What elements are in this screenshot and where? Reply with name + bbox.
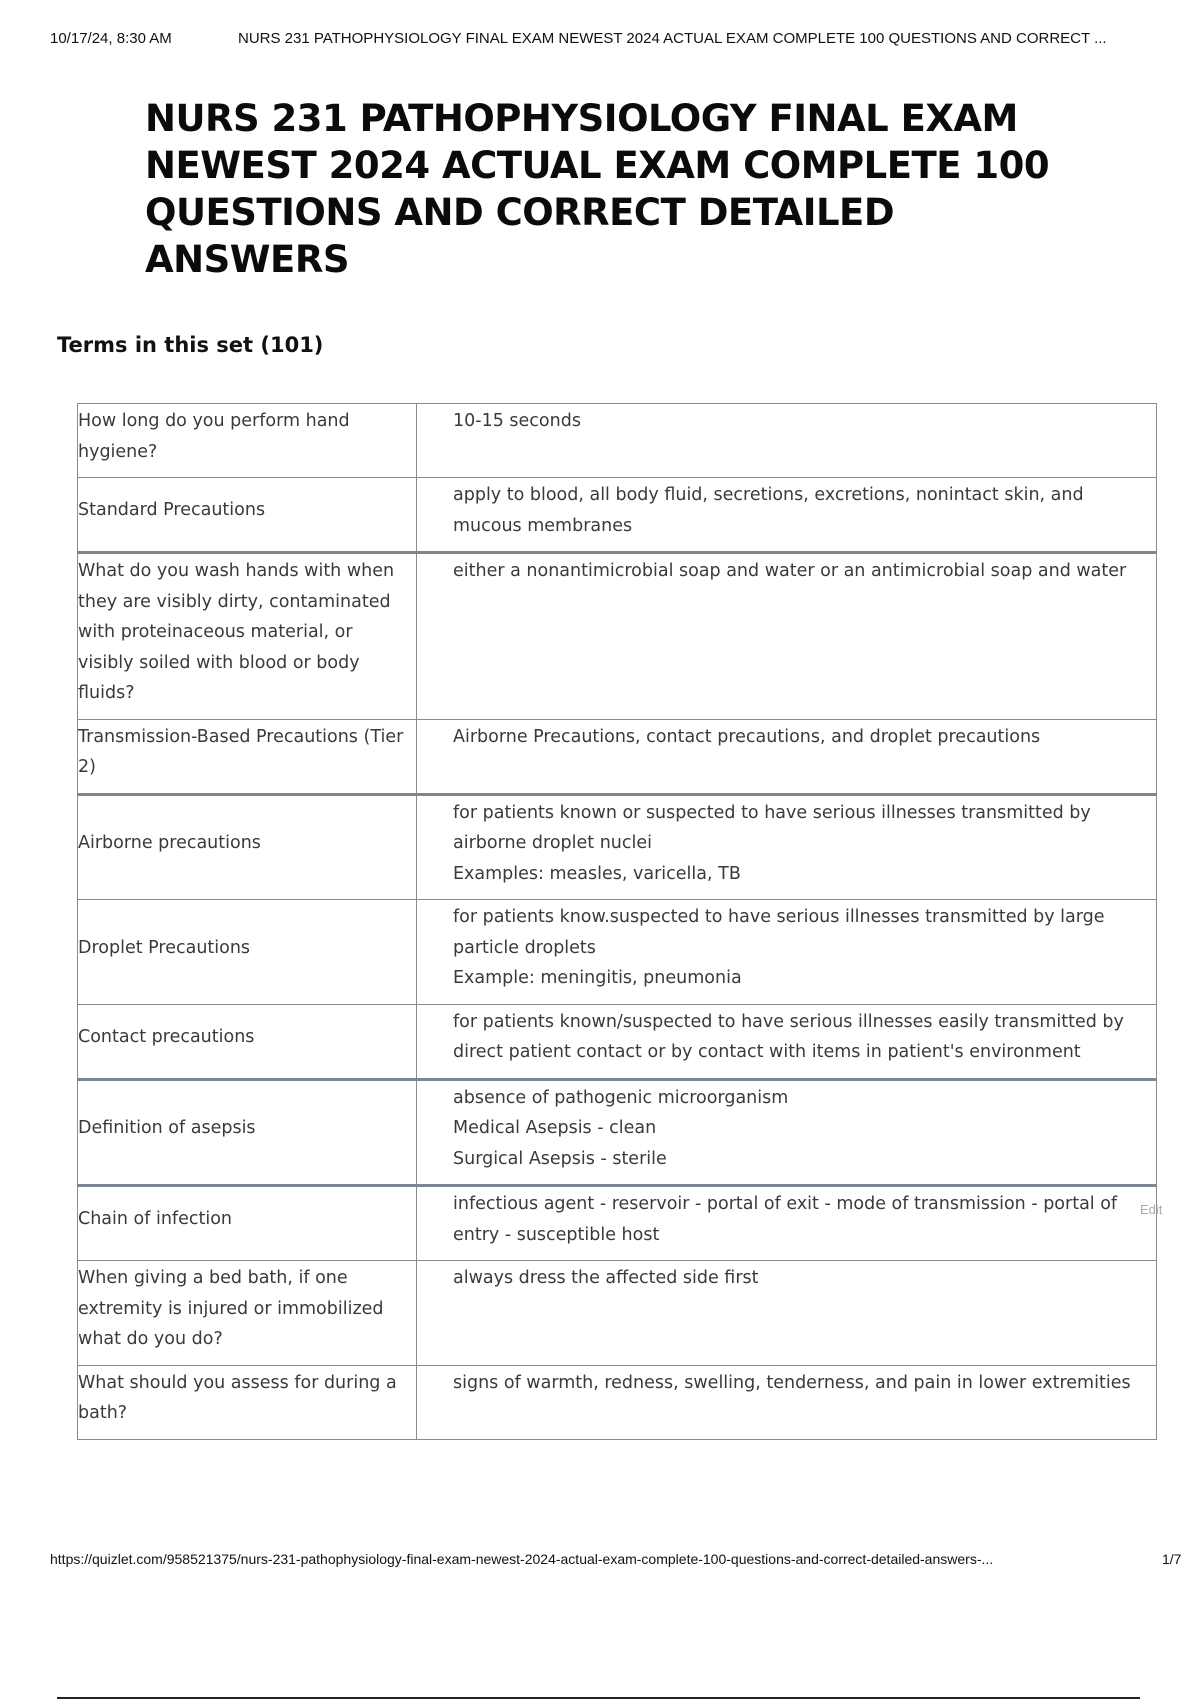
divider xyxy=(57,1697,1140,1699)
term-cell xyxy=(78,553,417,720)
term-text: Standard Precautions xyxy=(78,500,266,521)
term-cell xyxy=(78,1261,417,1366)
definition-line: Example: meningitis, pneumonia xyxy=(453,968,742,988)
definition-cell xyxy=(417,719,1157,794)
definition-cell xyxy=(417,1004,1157,1079)
term-text: Airborne precautions xyxy=(78,833,261,853)
term-text: What do you wash hands with when they are visibly dirty, contaminated with proteinaceous material, or visibly soiled with blood or body fluids? xyxy=(78,561,395,703)
definition-cell xyxy=(417,794,1157,900)
definition-line: always dress the affected side first xyxy=(453,1268,759,1288)
definition-cell xyxy=(417,1365,1157,1439)
term-text: When giving a bed bath, if one extremity is injured or immobilized what do you do? xyxy=(78,1268,384,1349)
definition-line: Examples: measles, varicella, TB xyxy=(453,863,741,884)
terms-table xyxy=(77,403,1157,1440)
definition-cell xyxy=(417,900,1157,1005)
term-cell xyxy=(78,900,417,1005)
term-cell xyxy=(78,719,417,794)
definition-cell xyxy=(417,553,1157,720)
term-text: Contact precautions xyxy=(78,1026,255,1047)
edit-button[interactable]: Edit xyxy=(1140,1202,1163,1217)
definition-line: 10-15 seconds xyxy=(453,411,581,431)
term-row xyxy=(78,1365,1157,1439)
definition-line: either a nonantimicrobial soap and water or an antimicrobial soap and water xyxy=(453,561,1127,581)
term-row xyxy=(78,1079,1157,1186)
definition-line: apply to blood, all body fluid, secretions, excretions, nonintact skin, and mucous membranes xyxy=(453,485,1084,536)
definition-cell xyxy=(417,1186,1157,1261)
term-cell xyxy=(78,1004,417,1079)
definition-line: Airborne Precautions, contact precautions, and droplet precautions xyxy=(453,726,1041,747)
print-doc-title: NURS 231 PATHOPHYSIOLOGY FINAL EXAM NEWEST 2024 ACTUAL EXAM COMPLETE 100 QUESTIONS AND CORRECT ... xyxy=(238,30,1107,47)
print-datetime: 10/17/24, 8:30 AM xyxy=(50,30,172,47)
term-row xyxy=(78,404,1157,478)
term-row xyxy=(78,794,1157,900)
term-cell xyxy=(78,1186,417,1261)
term-cell xyxy=(78,1079,417,1186)
page-number: 1/7 xyxy=(1162,1551,1182,1567)
term-cell xyxy=(78,404,417,478)
term-cell xyxy=(78,794,417,900)
definition-line: signs of warmth, redness, swelling, tenderness, and pain in lower extremities xyxy=(453,1372,1131,1393)
term-row xyxy=(78,719,1157,794)
print-header xyxy=(50,30,1180,50)
definition-cell xyxy=(417,1261,1157,1366)
definition-line: Surgical Asepsis - sterile xyxy=(453,1148,667,1169)
print-url: https://quizlet.com/958521375/nurs-231-pathophysiology-final-exam-newest-2024-actual-exam-complete-100-questions-and-correct-detailed-answers-... xyxy=(50,1551,994,1567)
definition-line: for patients known/suspected to have serious illnesses easily transmitted by direct patient contact or by contact with items in patient's environment xyxy=(453,1011,1124,1062)
term-text: Chain of infection xyxy=(78,1209,233,1230)
term-text: What should you assess for during a bath? xyxy=(78,1372,397,1423)
term-row xyxy=(78,900,1157,1005)
term-row xyxy=(78,1186,1157,1261)
term-cell xyxy=(78,478,417,553)
terms-heading: Terms in this set (101) xyxy=(57,333,324,357)
definition-line: Medical Asepsis - clean xyxy=(453,1118,657,1138)
set-title: NURS 231 PATHOPHYSIOLOGY FINAL EXAM NEWEST 2024 ACTUAL EXAM COMPLETE 100 QUESTIONS AND CORRECT DETAILED ANSWERS xyxy=(145,97,1050,281)
term-row xyxy=(78,553,1157,720)
definition-cell xyxy=(417,478,1157,553)
definition-line: for patients know.suspected to have serious illnesses transmitted by large particle droplets xyxy=(453,907,1105,958)
term-text: Transmission-Based Precautions (Tier 2) xyxy=(78,726,404,777)
term-text: How long do you perform hand hygiene? xyxy=(78,411,350,462)
definition-line: infectious agent - reservoir - portal of exit - mode of transmission - portal of entry - susceptible host xyxy=(453,1194,1118,1245)
definition-cell xyxy=(417,1079,1157,1186)
term-text: Definition of asepsis xyxy=(78,1118,256,1138)
term-text: Droplet Precautions xyxy=(78,937,251,958)
term-row xyxy=(78,478,1157,553)
definition-line: for patients known or suspected to have serious illnesses transmitted by airborne droplet nuclei xyxy=(453,802,1091,853)
definition-line: absence of pathogenic microorganism xyxy=(453,1087,789,1108)
definition-cell xyxy=(417,404,1157,478)
term-row xyxy=(78,1261,1157,1366)
term-row xyxy=(78,1004,1157,1079)
term-cell xyxy=(78,1365,417,1439)
